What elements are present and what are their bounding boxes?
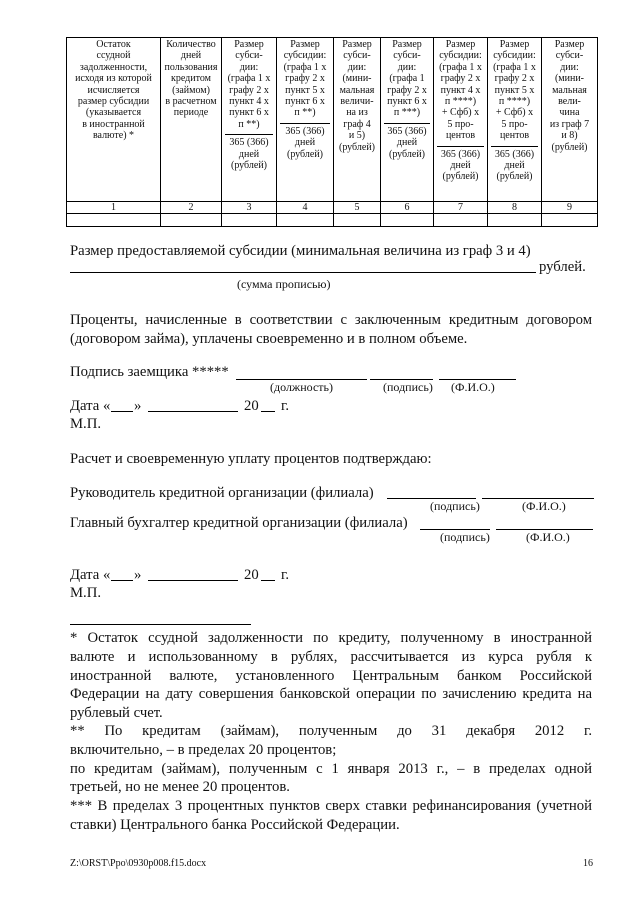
header-line: дии: xyxy=(560,61,579,73)
table-cell xyxy=(334,214,381,227)
table-cell xyxy=(222,214,277,227)
header-line: дии: xyxy=(397,61,417,73)
header-line: дии: xyxy=(347,61,367,73)
header-line: вели- xyxy=(558,96,581,108)
header-line: пункт 5 х xyxy=(494,84,535,96)
accountant-signature-label: Главный бухгалтер кредитной организации (филиала) xyxy=(70,515,408,531)
header-line: (графа 1 х xyxy=(227,73,271,85)
header-line: Размер xyxy=(554,39,585,50)
header-line: ссудной xyxy=(96,50,131,62)
header-line: чина xyxy=(559,107,580,119)
date-day-line xyxy=(111,411,133,412)
footnote-line: рублевый счет. xyxy=(70,705,163,721)
header-line: субсидии: xyxy=(493,50,536,62)
table-header-row xyxy=(67,38,598,202)
footnote-line: Федерации на дату совершения банковской операции по зачислению кредита на xyxy=(70,686,592,702)
subsidy-amount-line xyxy=(70,272,536,273)
table-cell xyxy=(67,214,161,227)
header-col-6 xyxy=(381,38,434,202)
table-cell xyxy=(277,214,334,227)
header-line: величи- xyxy=(340,96,374,108)
header-line: (рублей) xyxy=(338,141,375,153)
header-line: субси- xyxy=(555,50,584,62)
header-line: графу 2 х xyxy=(229,84,269,96)
date-label: Дата « xyxy=(70,567,111,583)
header-line: субсидии: xyxy=(439,50,482,62)
column-number: 2 xyxy=(161,202,222,214)
header-line: пункт 5 х xyxy=(285,84,325,96)
header-line: Размер xyxy=(499,39,530,50)
table-cell xyxy=(488,214,542,227)
header-line: и 8) xyxy=(561,130,578,142)
header-line: субси- xyxy=(393,50,421,62)
header-col-9 xyxy=(542,38,598,202)
table-cell xyxy=(434,214,488,227)
header-line: субси- xyxy=(343,50,371,62)
header-line: п **) xyxy=(238,118,260,130)
header-line: п ***) xyxy=(393,107,421,119)
header-line: исчисляется xyxy=(87,84,140,96)
header-line: 365 (366) xyxy=(494,148,535,160)
header-line: пункт 6 х xyxy=(229,107,269,119)
date-quote-close: » xyxy=(134,567,142,583)
header-line: Размер xyxy=(290,39,320,50)
header-line: дней xyxy=(238,148,260,160)
date-year-line xyxy=(261,580,275,581)
header-line: (мини- xyxy=(554,73,585,85)
column-number: 8 xyxy=(488,202,542,214)
column-number: 1 xyxy=(67,202,161,214)
column-number: 6 xyxy=(381,202,434,214)
header-line: в расчетном xyxy=(165,96,217,108)
interest-paragraph-line: Проценты, начисленные в соответствии с заключенным кредитным договором xyxy=(70,312,592,328)
header-line: субсидии: xyxy=(283,50,327,62)
date-year-suffix: г. xyxy=(281,567,290,583)
table-empty-data-row xyxy=(67,214,598,227)
header-line: центов xyxy=(445,130,476,142)
header-line: п ****) xyxy=(444,96,477,108)
header-line: и 5) xyxy=(348,130,366,142)
header-line: (рублей) xyxy=(388,148,425,160)
header-line: пользования xyxy=(164,61,218,73)
footnote-line: по кредитам (займам), полученным с 1 января 2013 г., – в пределах одной xyxy=(70,761,592,777)
header-line: дней xyxy=(180,50,202,62)
header-line: пункт 6 х xyxy=(387,96,427,108)
header-line: 365 (366) xyxy=(387,125,427,137)
header-line: дии: xyxy=(239,61,259,73)
column-number: 4 xyxy=(277,202,334,214)
header-line: граф 4 xyxy=(343,118,371,130)
footnote-line: иностранной валюте, установленного Центральным банком Российской xyxy=(70,668,592,684)
date-day-line xyxy=(111,580,133,581)
header-line: (графа 1 х xyxy=(283,61,327,73)
header-line: (мини- xyxy=(342,73,372,85)
signature-caption: (подпись) xyxy=(440,530,490,544)
column-number: 3 xyxy=(222,202,277,214)
header-line: из граф 7 xyxy=(549,118,590,130)
header-col-3 xyxy=(222,38,277,202)
header-line: исходя из которой xyxy=(75,73,152,85)
header-line: дней xyxy=(294,137,316,149)
table-cell xyxy=(542,214,598,227)
date-year-suffix: г. xyxy=(281,398,290,414)
header-line: пункт 6 х xyxy=(285,96,325,108)
fraction-rule xyxy=(280,123,330,124)
header-line: Размер xyxy=(342,39,372,50)
header-line: Размер xyxy=(445,39,476,50)
date-year-line xyxy=(261,411,275,412)
header-line: п **) xyxy=(294,107,316,119)
header-line: (графа 1 х xyxy=(439,61,482,73)
header-line: периоде xyxy=(173,107,209,119)
header-line: + Сфб) х xyxy=(495,107,534,119)
date-label: Дата « xyxy=(70,398,111,414)
file-path: Z:\ORST\Ppo\0930p008.f15.docx xyxy=(70,858,207,869)
header-line: дней xyxy=(450,160,471,172)
header-line: Остаток xyxy=(96,39,131,50)
header-line: (рублей) xyxy=(286,148,323,160)
header-line: (рублей) xyxy=(442,171,479,183)
header-col-1 xyxy=(67,38,161,202)
sum-in-words-caption: (сумма прописью) xyxy=(237,277,331,291)
stamp-label: М.П. xyxy=(70,585,102,601)
header-line: (рублей) xyxy=(496,171,533,183)
header-line: + Сфб) х xyxy=(441,107,480,119)
stamp-label: М.П. xyxy=(70,416,102,432)
table-cell xyxy=(381,214,434,227)
header-line: мальная xyxy=(339,84,375,96)
signature-caption: (подпись) xyxy=(430,499,480,513)
date-year-prefix: 20 xyxy=(244,567,259,583)
confirmation-text: Расчет и своевременную уплату процентов подтверждаю: xyxy=(70,451,432,467)
header-line: (рублей) xyxy=(230,160,267,172)
header-line: (рублей) xyxy=(551,141,588,153)
footnote-line: *** В пределах 3 процентных пунктов сверх ставки рефинансирования (учетной xyxy=(70,798,592,814)
fraction-rule xyxy=(225,134,273,135)
header-line: пункт 4 х xyxy=(440,84,481,96)
header-col-2 xyxy=(161,38,222,202)
rubles-label: рублей. xyxy=(539,259,586,275)
header-line: задолженности, xyxy=(79,61,148,73)
full-name-caption: (Ф.И.О.) xyxy=(522,499,566,513)
header-col-5 xyxy=(334,38,381,202)
header-line: 365 (366) xyxy=(229,137,269,149)
subsidy-size-label: Размер предоставляемой субсидии (минимальная величина из граф 3 и 4) xyxy=(70,243,531,259)
header-line: (графа 1 х xyxy=(493,61,536,73)
header-line: на из xyxy=(346,107,368,119)
header-line: графу 2 х xyxy=(494,73,535,85)
header-line: мальная xyxy=(552,84,587,96)
fraction-rule xyxy=(384,123,430,124)
position-caption: (должность) xyxy=(270,380,333,394)
header-line: пункт 4 х xyxy=(229,96,269,108)
header-line: дней xyxy=(504,160,525,172)
full-name-caption: (Ф.И.О.) xyxy=(451,380,495,394)
fraction-rule xyxy=(437,146,484,147)
column-number: 7 xyxy=(434,202,488,214)
header-line: 5 про- xyxy=(501,118,528,130)
full-name-caption: (Ф.И.О.) xyxy=(526,530,570,544)
header-line: 365 (366) xyxy=(440,148,481,160)
signature-caption: (подпись) xyxy=(383,380,433,394)
header-col-7 xyxy=(434,38,488,202)
header-line: валюте) * xyxy=(92,130,135,142)
header-line: 365 (366) xyxy=(285,125,325,137)
date-quote-close: » xyxy=(134,398,142,414)
header-line: субси- xyxy=(235,50,263,62)
head-signature-label: Руководитель кредитной организации (филиала) xyxy=(70,485,374,501)
footnote-line: валюте и использованному в рублях, рассчитывается из курса рубля к xyxy=(70,649,592,665)
date-year-prefix: 20 xyxy=(244,398,259,414)
header-line: центов xyxy=(499,130,530,142)
column-number: 5 xyxy=(334,202,381,214)
header-line: в иностранной xyxy=(82,118,145,130)
header-line: 5 про- xyxy=(447,118,474,130)
footnote-line: ставки) Центрального банка Российской Федерации. xyxy=(70,817,400,833)
footnote-separator xyxy=(70,624,251,625)
page-number: 16 xyxy=(583,858,593,869)
header-line: размер субсидии xyxy=(77,96,150,108)
header-line: (займом) xyxy=(172,84,210,96)
footnote-line: * Остаток ссудной задолженности по кредиту, полученному в иностранной xyxy=(70,630,592,646)
footnote-line: включительно, – в пределах 20 процентов; xyxy=(70,742,337,758)
footnote-line: ** По кредитам (займам), полученным до 31 декабря 2012 г. xyxy=(70,723,592,739)
fraction-rule xyxy=(491,146,538,147)
header-line: кредитом xyxy=(171,73,211,85)
header-line: графу 2 х xyxy=(440,73,481,85)
header-col-4 xyxy=(277,38,334,202)
date-month-line xyxy=(148,411,238,412)
header-line: Размер xyxy=(234,39,264,50)
borrower-signature-label: Подпись заемщика ***** xyxy=(70,364,229,380)
date-month-line xyxy=(148,580,238,581)
header-line: Количество xyxy=(166,39,216,50)
header-line: графу 2 х xyxy=(285,73,325,85)
subsidy-calculation-table xyxy=(66,37,598,227)
header-line: графу 2 х xyxy=(387,84,427,96)
header-line: п ****) xyxy=(498,96,531,108)
header-line: Размер xyxy=(392,39,422,50)
header-line: дней xyxy=(396,137,418,149)
interest-paragraph-line: (договором займа), уплачены своевременно и в полном объеме. xyxy=(70,331,468,347)
column-number: 9 xyxy=(542,202,598,214)
header-col-8 xyxy=(488,38,542,202)
footnote-line: третьей, но не менее 20 процентов. xyxy=(70,779,290,795)
table-cell xyxy=(161,214,222,227)
table-column-numbers-row xyxy=(67,202,598,214)
header-line: (графа 1 xyxy=(389,73,425,85)
header-line: (указывается xyxy=(85,107,142,119)
